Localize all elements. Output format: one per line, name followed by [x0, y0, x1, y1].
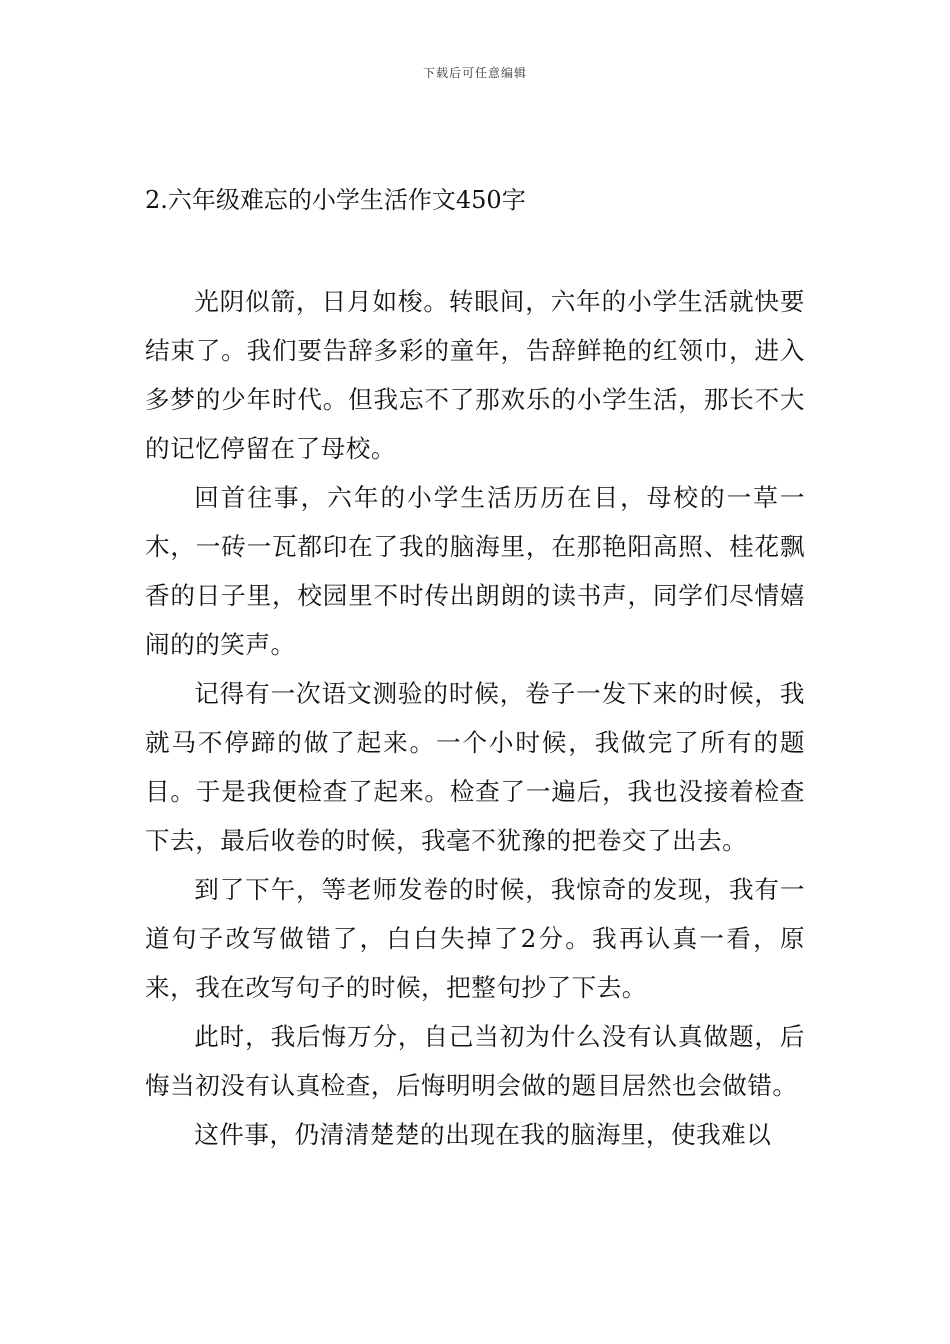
- document-body: [145, 277, 805, 1159]
- paragraph: 记得有一次语文测验的时候，卷子一发下来的时候，我就马不停蹄的做了起来。一个小时候，我做完了所有的题目。于是我便检查了起来。检查了一遍后，我也没接着检查下去，最后收卷的时候，我毫不犹豫的把卷交了出去。: [145, 679, 805, 855]
- paragraph: 这件事，仍清清楚楚的出现在我的脑海里，使我难以: [194, 1120, 772, 1149]
- paragraph: 到了下午，等老师发卷的时候，我惊奇的发现，我有一道句子改写做错了，白白失掉了2分。我再认真一看，原来，我在改写句子的时候，把整句抄了下去。: [145, 875, 805, 1002]
- header-note: 下载后可任意编辑: [422, 66, 527, 80]
- paragraph: 回首往事，六年的小学生活历历在目，母校的一草一木，一砖一瓦都印在了我的脑海里，在那艳阳高照、桂花飘香的日子里，校园里不时传出朗朗的读书声，同学们尽情嬉闹的的笑声。: [145, 483, 805, 659]
- document-title: 2.六年级难忘的小学生活作文450字: [145, 186, 526, 214]
- paragraph: 此时，我后悔万分，自己当初为什么没有认真做题，后悔当初没有认真检查，后悔明明会做的题目居然也会做错。: [145, 1022, 805, 1100]
- paragraph: 光阴似箭，日月如梭。转眼间，六年的小学生活就快要结束了。我们要告辞多彩的童年，告辞鲜艳的红领巾，进入多梦的少年时代。但我忘不了那欢乐的小学生活，那长不大的记忆停留在了母校。: [145, 287, 805, 463]
